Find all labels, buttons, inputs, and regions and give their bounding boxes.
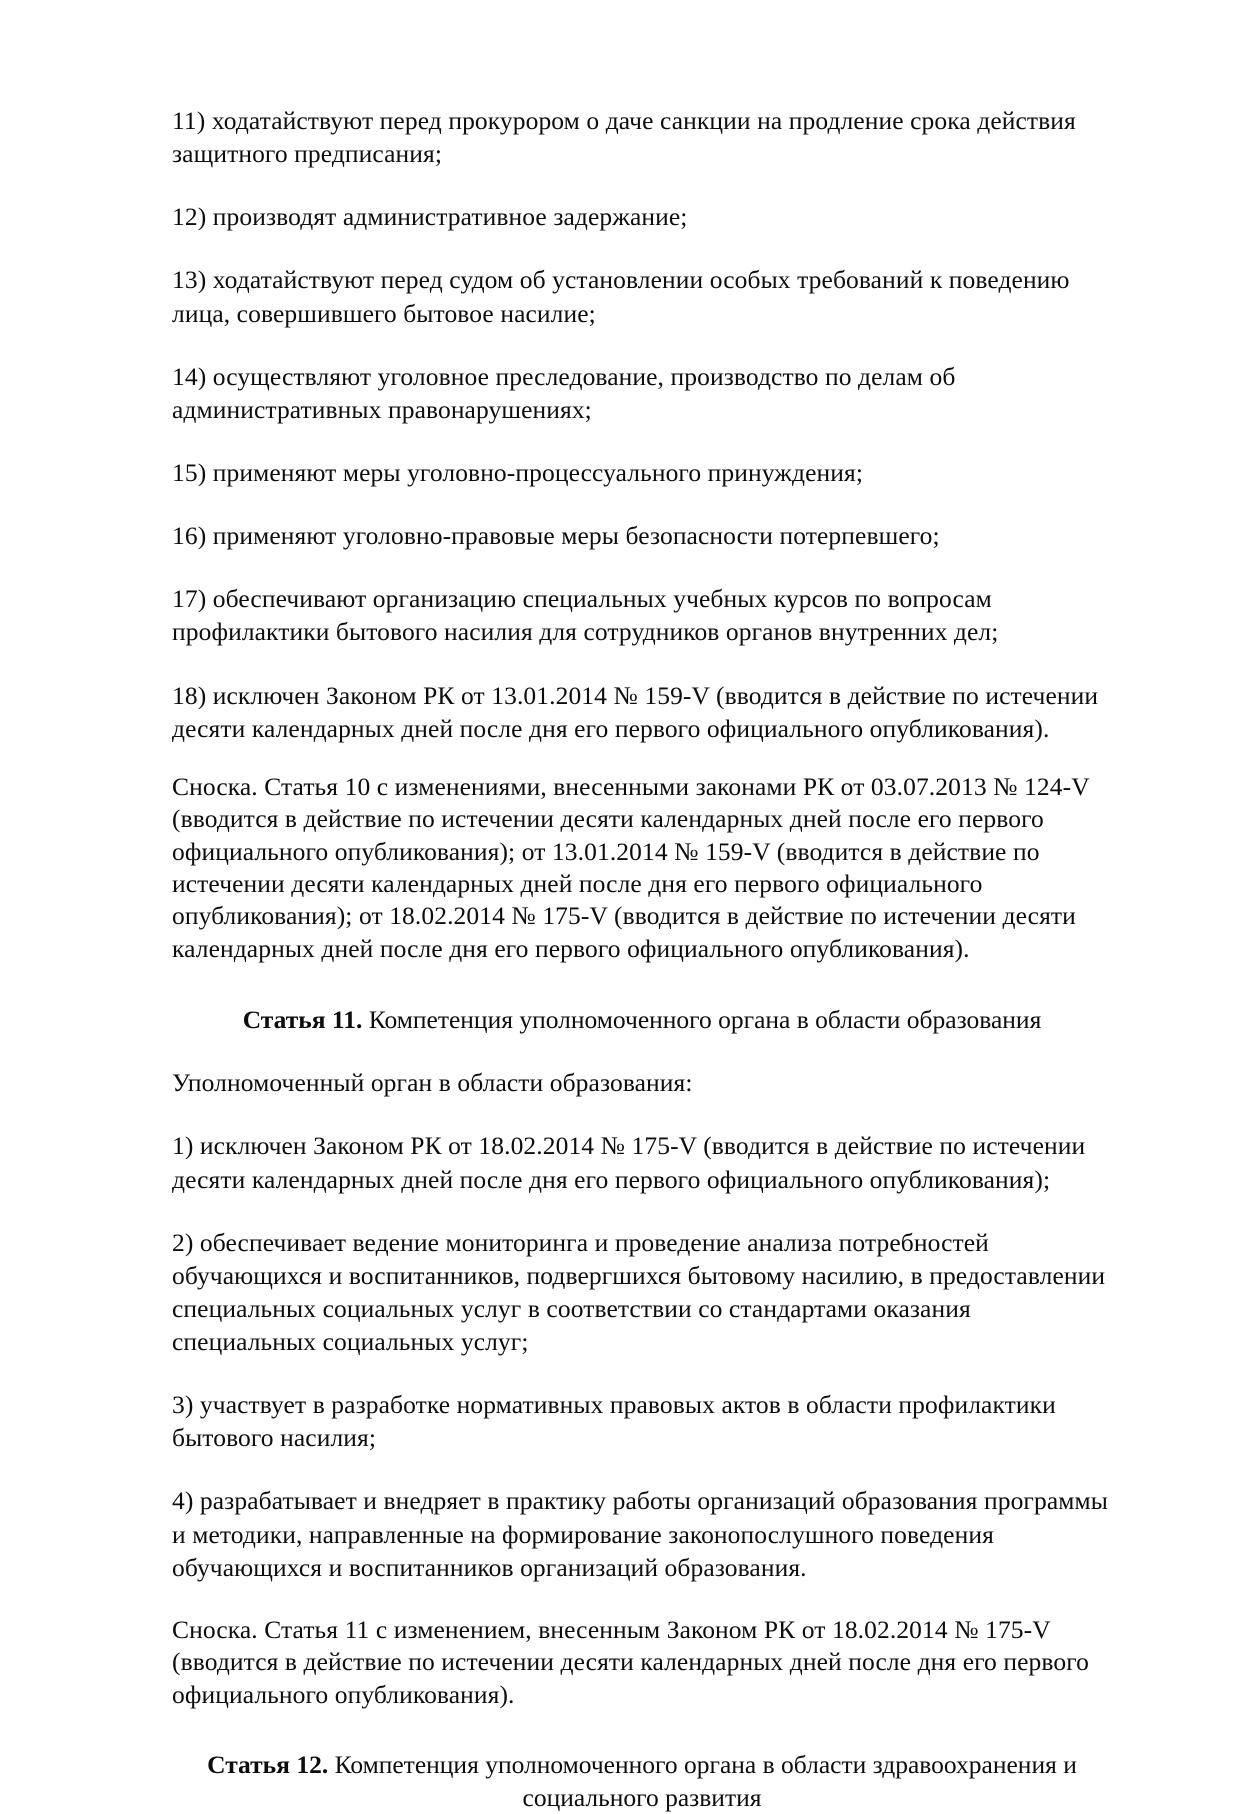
list-item-18: 18) исключен Законом РК от 13.01.2014 № 159-V (вводится в действие по истечении десяти календарных дней после дня его первого официального опубликования). — [172, 680, 1099, 743]
list-item-11: 11) ходатайствуют перед прокурором о даче санкции на продление срока действия защитного предписания; — [172, 106, 1076, 169]
list-item-14: 14) осуществляют уголовное преследование, производство по делам об административных правонарушениях; — [172, 361, 956, 424]
article-12-number: Статья 12. — [207, 1750, 329, 1780]
article-11-title: Компетенция уполномоченного органа в области образования — [362, 1005, 1042, 1035]
list-item-13: 13) ходатайствуют перед судом об установлении особых требований к поведению лица, совершившего бытовое насилие; — [172, 265, 1070, 328]
article-12-title: Компетенция уполномоченного органа в области здравоохранения и социального развития — [328, 1750, 1077, 1812]
article-11-item-2: 2) обеспечивает ведение мониторинга и проведение анализа потребностей обучающихся и воспитанников, подвергшихся бытовому насилию, в предоставлении специальных социальных услуг в соответствии со стандартами оказания специальных социальных услуг; — [172, 1227, 1106, 1357]
article-12-heading — [172, 1749, 1112, 1814]
article-11-lead: Уполномоченный орган в области образования: — [172, 1068, 693, 1098]
article-11-item-3: 3) участвует в разработке нормативных правовых актов в области профилактики бытового насилия; — [172, 1390, 1056, 1453]
list-item-15: 15) применяют меры уголовно-процессуального принуждения; — [172, 457, 863, 487]
list-item-12: 12) производят административное задержание; — [172, 202, 688, 232]
article-11-item-1: 1) исключен Законом РК от 18.02.2014 № 175-V (вводится в действие по истечении десяти календарных дней после дня его первого официального опубликования); — [172, 1131, 1086, 1194]
list-item-17: 17) обеспечивают организацию специальных учебных курсов по вопросам профилактики бытового насилия для сотрудников органов внутренних дел; — [172, 584, 999, 647]
article-11-heading — [172, 1003, 1112, 1036]
footnote-article-11: Сноска. Статья 11 с изменением, внесенным Законом РК от 18.02.2014 № 175-V (вводится в действие по истечении десяти календарных дней после дня его первого официального опубликования). — [172, 1614, 1089, 1709]
footnote-article-10: Сноска. Статья 10 с изменениями, внесенными законами РК от 03.07.2013 № 124-V (вводится в действие по истечении десяти календарных дней после его первого официального опубликования); от 13.01.2014 № 159-V (вводится в действие по истечении десяти календарных дней после дня его первого официального опубликования); от 18.02.2014 № 175-V (вводится в действие по истечении десяти календарных дней после дня его первого официального опубликования). — [172, 771, 1090, 963]
article-11-item-4: 4) разрабатывает и внедряет в практику работы организаций образования программы и методики, направленные на формирование законопослушного поведения обучающихся и воспитанников организаций образования. — [172, 1486, 1108, 1582]
article-11-number: Статья 11. — [242, 1005, 363, 1035]
document-body — [172, 104, 1112, 1814]
list-item-16: 16) применяют уголовно-правовые меры безопасности потерпевшего; — [172, 521, 940, 551]
